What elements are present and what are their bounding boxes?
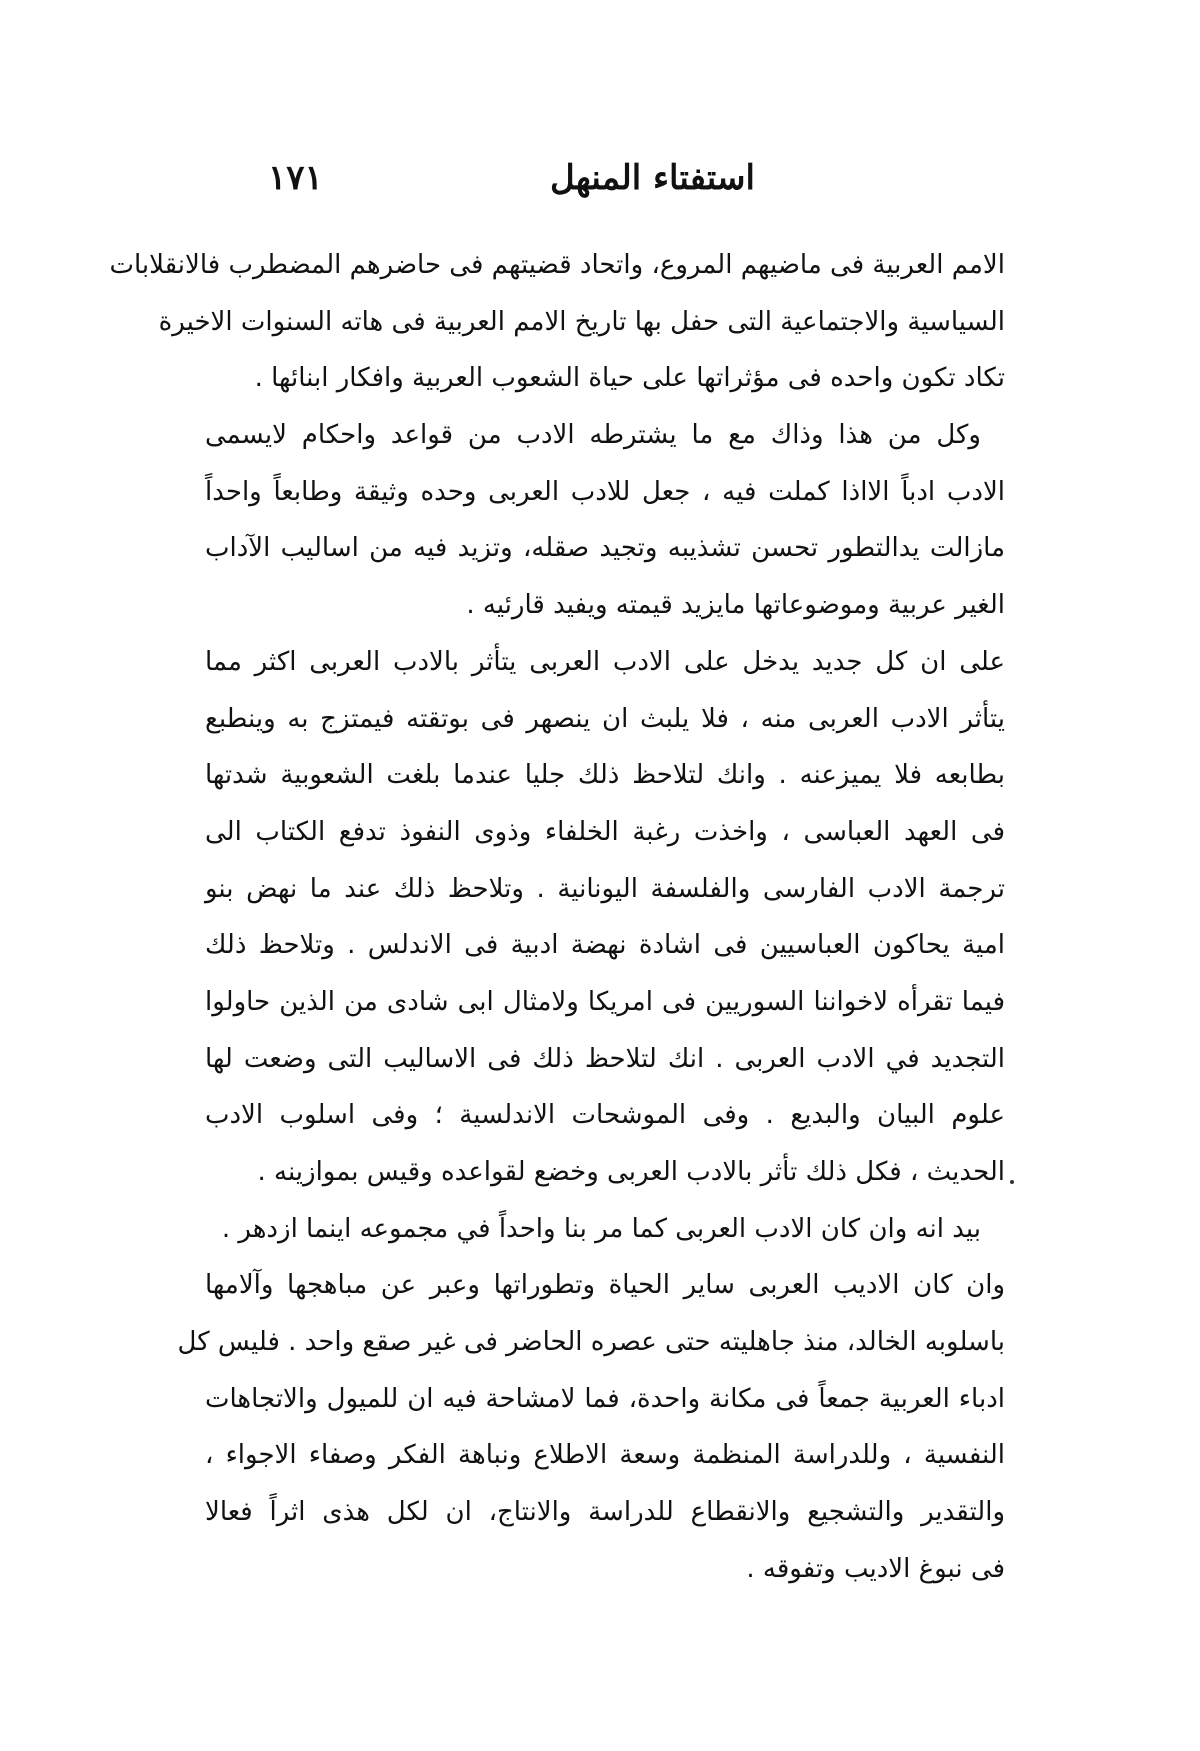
text-line: بيد انه وان كان الادب العربى كما مر بنا واحداً في مجموعه اينما ازدهر . [221, 1213, 981, 1244]
text-line: امية يحاكون العباسيين فى اشادة نهضة ادبية فى الاندلس . وتلاحظ ذلك [205, 930, 1005, 961]
text-line: التجديد في الادب العربى . انك لتلاحظ ذلك فى الاساليب التى وضعت لها [205, 1043, 1005, 1074]
running-header [200, 148, 1000, 208]
text-line: فى نبوغ الاديب وتفوقه . [746, 1553, 1005, 1584]
text-line: الادب ادباً الااذا كملت فيه ، جعل للادب العربى وحده وثيقة وطابعاً واحداً [205, 476, 1005, 507]
text-line: وكل من هذا وذاك مع ما يشترطه الادب من قواعد واحكام لايسمى [205, 420, 981, 451]
text-line: باسلوبه الخالد، منذ جاهليته حتى عصره الحاضر فى غير صقع واحد . فليس كل [177, 1327, 1005, 1358]
text-line: الحديث ، فكل ذلك تأثر بالادب العربى وخضع لقواعده وقيس بموازينه . [257, 1157, 1005, 1187]
text-line: الغير عربية وموضوعاتها مايزيد قيمته ويفيد قارئيه . [466, 590, 1005, 621]
body-text [109, 237, 1005, 1598]
page-number: ١٧١ [268, 158, 323, 198]
text-line: بطابعه فلا يميزعنه . وانك لتلاحظ ذلك جليا عندما بلغت الشعوبية شدتها [205, 760, 1005, 791]
text-line: فى العهد العباسى ، واخذت رغبة الخلفاء وذوى النفوذ تدفع الكتاب الى [205, 816, 1005, 847]
text-line: السياسية والاجتماعية التى حفل بها تاريخ الامم العربية فى هاته السنوات الاخيرة [158, 306, 1005, 337]
ink-speck [1010, 1180, 1014, 1184]
text-line: مازالت يدالتطور تحسن تشذيبه وتجيد صقله، وتزيد فيه من اساليب الآداب [205, 533, 1005, 564]
text-line: والتقدير والتشجيع والانقطاع للدراسة والانتاج، ان لكل هذى اثراً فعالا [205, 1497, 1005, 1528]
text-line: الامم العربية فى ماضيهم المروع، واتحاد قضيتهم فى حاضرهم المضطرب فالانقلابات [109, 250, 1005, 280]
text-line: تكاد تكون واحده فى مؤثراتها على حياة الشعوب العربية وافكار ابنائها . [254, 363, 1005, 394]
text-line: ترجمة الادب الفارسى والفلسفة اليونانية . وتلاحظ ذلك عند ما نهض بنو [205, 873, 1005, 904]
running-title: استفتاء المنهل [550, 158, 755, 198]
text-line: ادباء العربية جمعاً فى مكانة واحدة، فما لامشاحة فيه ان للميول والاتجاهات [205, 1383, 1005, 1414]
text-line: يتأثر الادب العربى منه ، فلا يلبث ان ينصهر فى بوتقته فيمتزج به وينطبع [205, 703, 1005, 734]
text-line: علوم البيان والبديع . وفى الموشحات الاندلسية ؛ وفى اسلوب الادب [205, 1100, 1005, 1131]
text-line: فيما تقرأه لاخواننا السوريين فى امريكا ولامثال ابى شادى من الذين حاولوا [205, 986, 1005, 1017]
text-line: وان كان الاديب العربى ساير الحياة وتطوراتها وعبر عن مباهجها وآلامها [205, 1270, 1005, 1301]
text-line: على ان كل جديد يدخل على الادب العربى يتأثر بالادب العربى اكثر مما [205, 646, 1005, 677]
text-line: النفسية ، وللدراسة المنظمة وسعة الاطلاع ونباهة الفكر وصفاء الاجواء ، [205, 1440, 1005, 1471]
